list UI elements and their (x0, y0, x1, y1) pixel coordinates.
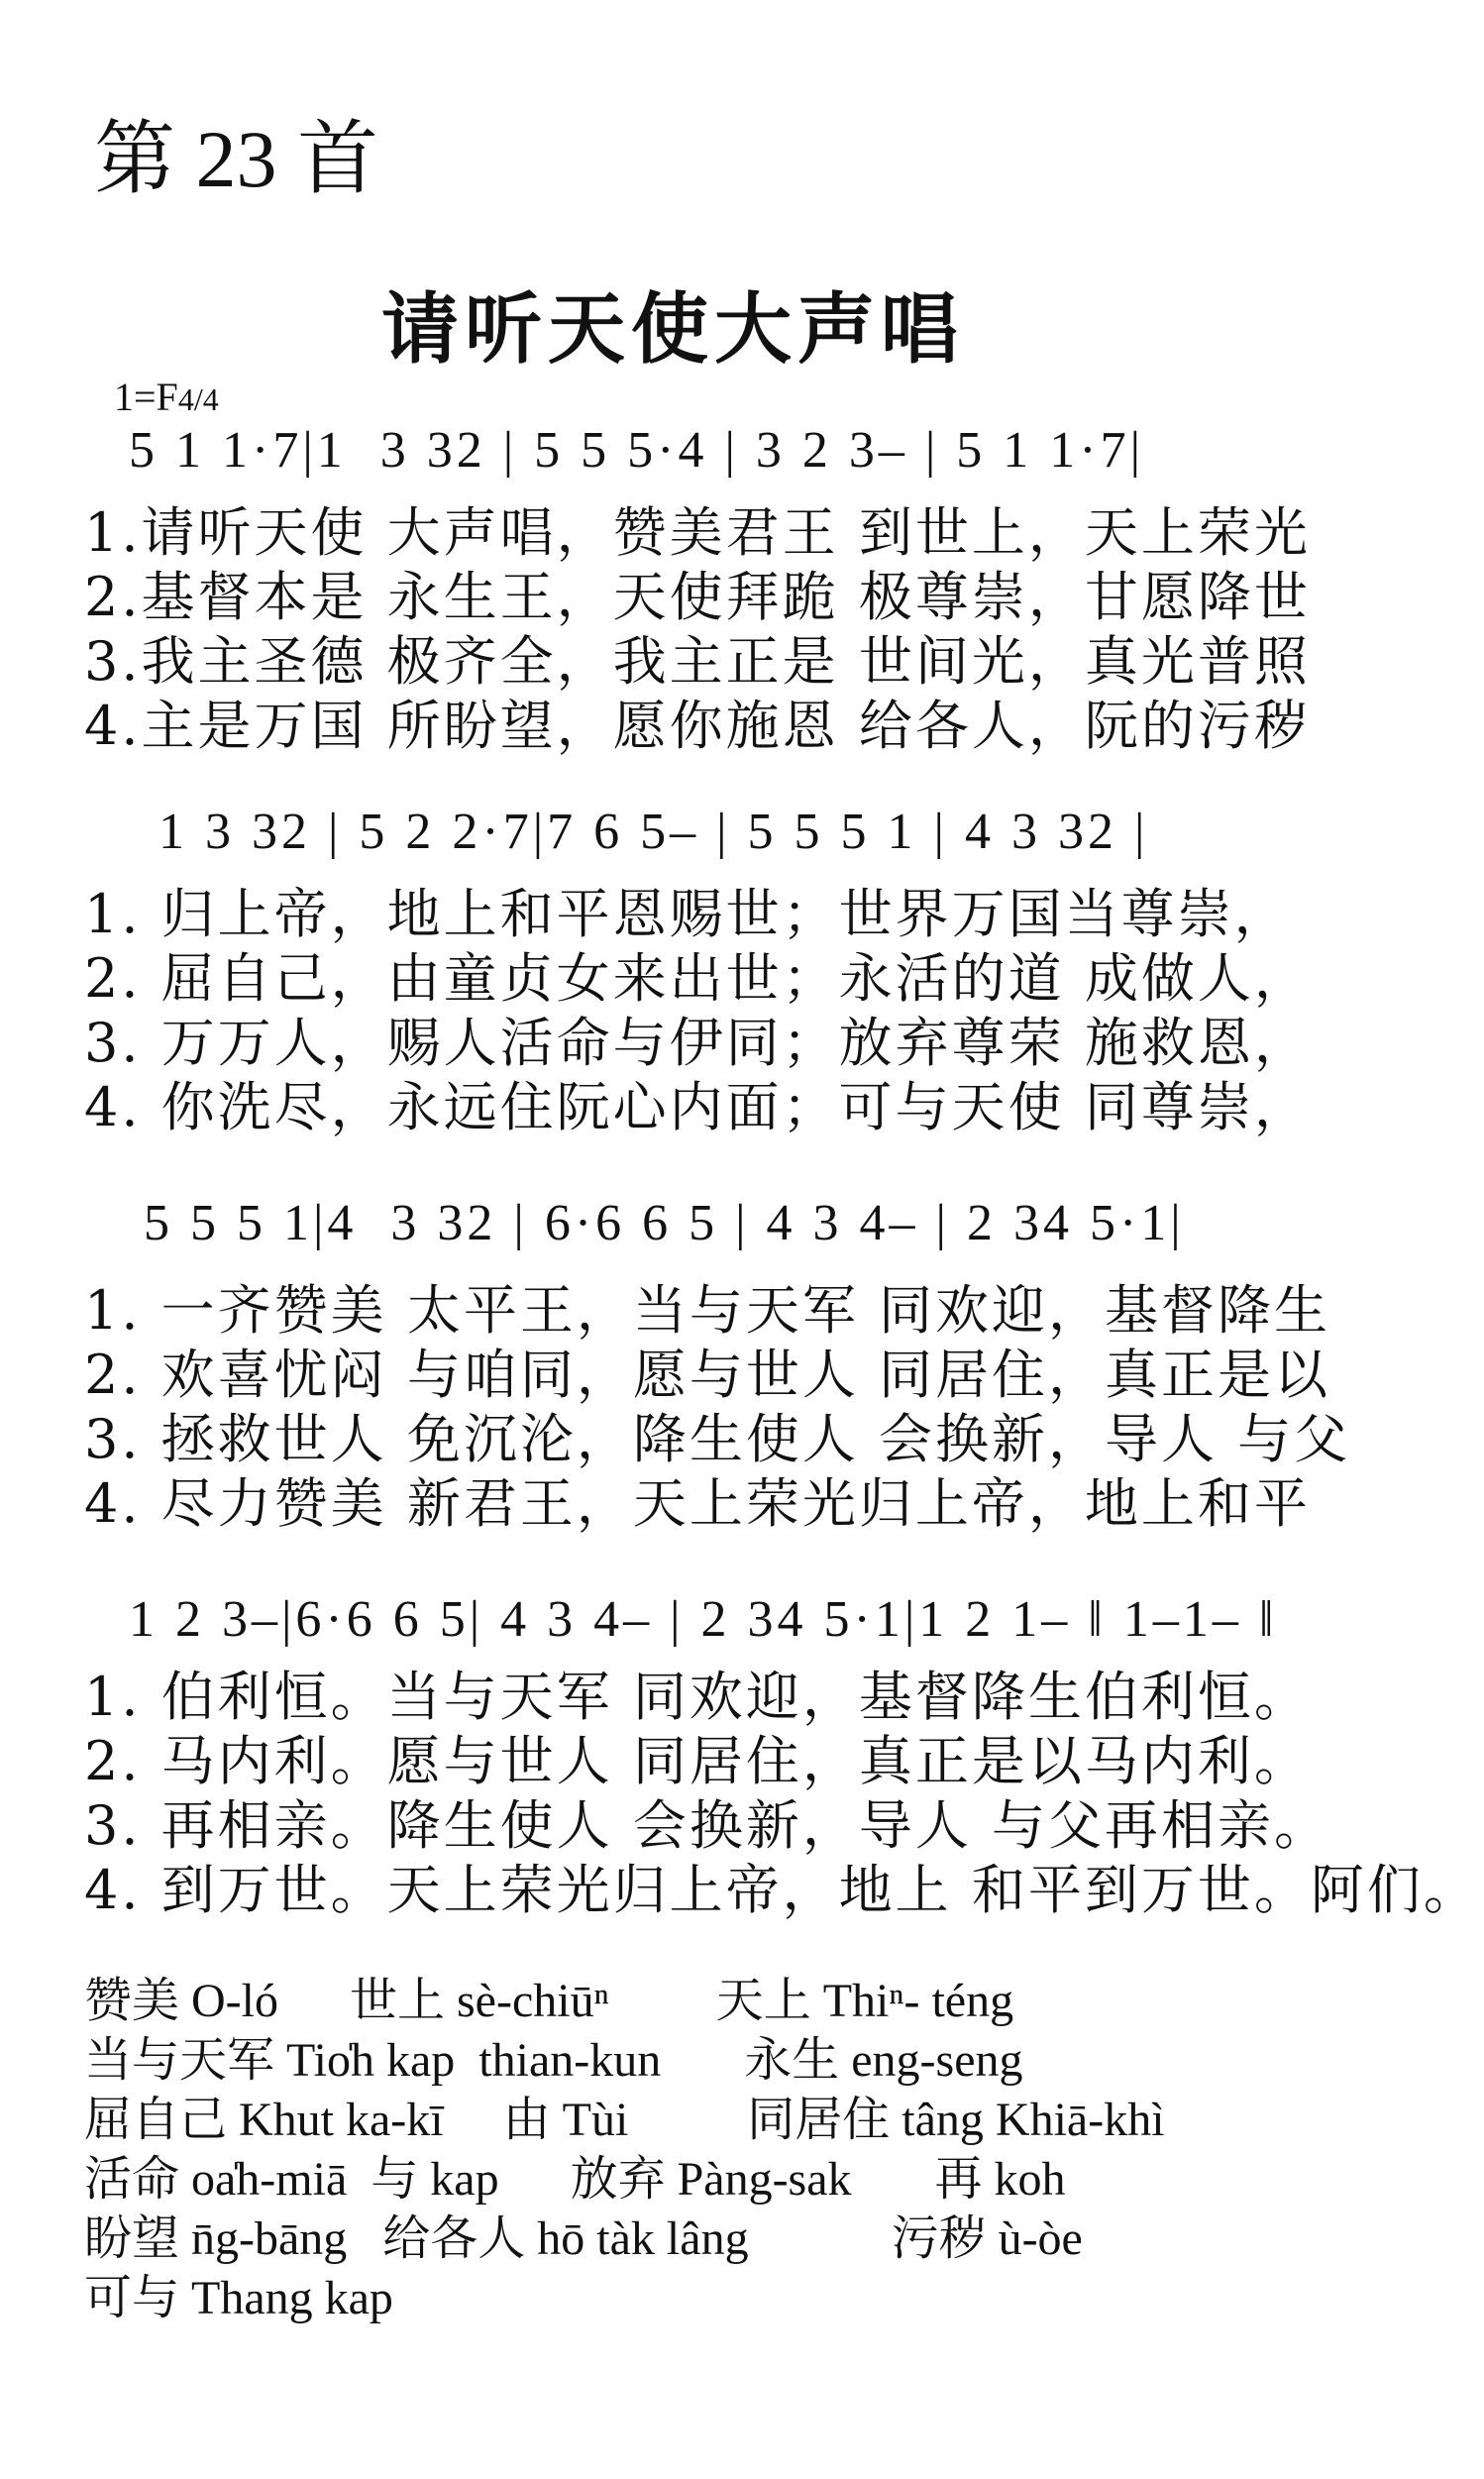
lyric-line: 2.基督本是 永生王，天使拜跪 极尊崇，甘愿降世 (84, 566, 1311, 628)
lyric-line: 3. 再相亲。降生使人 会换新，导人 与父再相亲。 (84, 1794, 1331, 1857)
lyric-line: 2. 马内利。愿与世人 同居住，真正是以马内利。 (84, 1730, 1311, 1792)
notation-line: 1 2 3–|6·6 6 5| 4 3 4– | 2 34 5·1|1 2 1– ‖ 1–1– ‖ (129, 1591, 1278, 1648)
hymn-title: 请听天使大声唱 (381, 285, 965, 375)
lyric-line: 4. 到万世。天上荣光归上帝，地上 和平到万世。阿们。 (84, 1859, 1480, 1921)
hymn-number: 第 23 首 (94, 114, 379, 204)
notation-line: 1 3 32 | 5 2 2·7|7 6 5– | 5 5 5 1 | 4 3 32 | (159, 804, 1149, 860)
glossary-line: 赞美 O-ló 世上 sè-chiūⁿ 天上 Thiⁿ- téng (84, 1975, 1014, 2027)
lyric-line: 1. 归上帝，地上和平恩赐世；世界万国当尊崇， (84, 883, 1291, 945)
time-signature: 4/4 (177, 381, 219, 417)
lyric-line: 3. 万万人，赐人活命与伊同；放弃尊荣 施救恩， (84, 1012, 1311, 1074)
glossary-line: 盼望 n̄g-bāng 给各人 hō tàk lâng 污秽 ù-òe (84, 2212, 1083, 2265)
lyric-line: 4. 尽力赞美 新君王，天上荣光归上帝，地上和平 (84, 1472, 1311, 1535)
notation-line: 5 1 1·7|1 3 32 | 5 5 5·4 | 3 2 3– | 5 1 1·7| (129, 422, 1144, 479)
glossary-line: 当与天军 Tio̍h kap thian-kun 永生 eng-seng (84, 2034, 1023, 2087)
glossary-line: 可与 Thang kap (84, 2272, 393, 2324)
lyric-line: 1.请听天使 大声唱，赞美君王 到世上，天上荣光 (84, 501, 1311, 564)
key-signature (94, 327, 219, 420)
notation-line: 5 5 5 1|4 3 32 | 6·6 6 5 | 4 3 4– | 2 34 5·1| (144, 1195, 1185, 1251)
lyric-line: 1. 伯利恒。当与天军 同欢迎，基督降生伯利恒。 (84, 1666, 1311, 1728)
lyric-line: 4. 你洗尽，永远住阮心内面；可与天使 同尊崇， (84, 1076, 1311, 1138)
lyric-line: 1. 一齐赞美 太平王，当与天军 同欢迎，基督降生 (84, 1279, 1331, 1342)
lyric-line: 2. 欢喜忧闷 与咱同，愿与世人 同居住，真正是以 (84, 1344, 1331, 1406)
key-label: 1=F (114, 375, 178, 419)
lyric-line: 2. 屈自己，由童贞女来出世；永活的道 成做人， (84, 947, 1311, 1010)
glossary-line: 活命 oa̍h-miā 与 kap 放弃 Pàng-sak 再 koh (84, 2153, 1066, 2206)
lyric-line: 3.我主圣德 极齐全，我主正是 世间光，真光普照 (84, 630, 1311, 693)
lyric-line: 3. 拯救世人 免沉沦，降生使人 会换新，导人 与父 (84, 1408, 1351, 1470)
lyric-line: 4.主是万国 所盼望，愿你施恩 给各人，阮的污秽 (84, 695, 1311, 757)
glossary-line: 屈自己 Khut ka-kī 由 Tùi 同居住 tâng Khiā-khì (84, 2094, 1165, 2146)
